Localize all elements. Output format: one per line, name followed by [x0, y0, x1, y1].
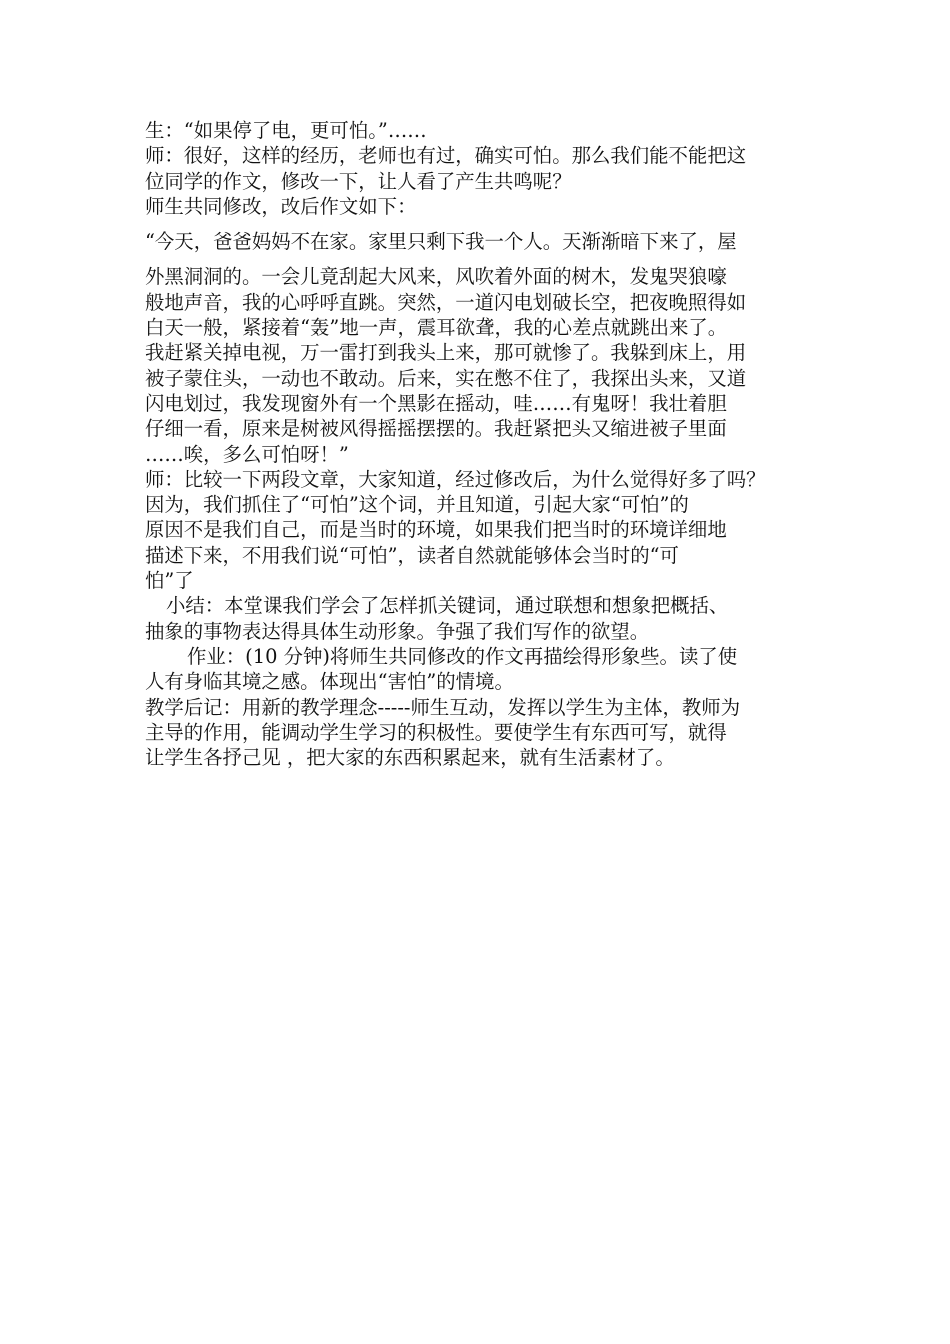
text-line: 位同学的作文，修改一下，让人看了产生共鸣呢？	[145, 169, 572, 193]
text-line: 般地声音，我的心呼呼直跳。突然，一道闪电划破长空，把夜晚照得如	[145, 290, 747, 314]
text-line: ……唉，多么可怕呀！”	[145, 442, 349, 466]
document-body	[145, 118, 825, 770]
text-line: 外黑洞洞的。一会儿竟刮起大风来，风吹着外面的树木，发鬼哭狼嚎	[145, 265, 727, 289]
text-line: 闪电划过，我发现窗外有一个黑影在摇动，哇……有鬼呀！我壮着胆	[145, 391, 727, 415]
homework-line: 人有身临其境之感。体现出“害怕”的情境。	[145, 670, 514, 694]
text-line: 仔细一看，原来是树被风得摇摇摆摆的。我赶紧把头又缩进被子里面	[145, 417, 727, 441]
text-line: 白天一般，紧接着“轰”地一声，震耳欲聋，我的心差点就跳出来了。	[145, 316, 728, 340]
text-line: 师：比较一下两段文章，大家知道，经过修改后，为什么觉得好多了吗？	[145, 467, 766, 491]
text-line: 我赶紧关掉电视，万一雷打到我头上来，那可就惨了。我躲到床上，用	[145, 341, 747, 365]
summary-line: 抽象的事物表达得具体生动形象。争强了我们写作的欲望。	[145, 619, 650, 643]
text-line: 因为，我们抓住了“可怕”这个词，并且知道，引起大家“可怕”的	[145, 493, 689, 517]
text-line: 被子蒙住头，一动也不敢动。后来，实在憋不住了，我探出头来，又道	[145, 366, 747, 390]
text-line: 怕”了	[145, 569, 194, 593]
homework-line: 作业：(10 分钟)将师生共同修改的作文再描绘得形象些。读了使	[187, 644, 738, 668]
text-line: 描述下来，不用我们说“可怕”，读者自然就能够体会当时的“可	[145, 543, 679, 567]
text-line: 生：“如果停了电，更可怕。”……	[145, 119, 427, 142]
reflection-line: 让学生各抒己见 ，把大家的东西积累起来，就有生活素材了。	[145, 746, 675, 770]
reflection-line: 教学后记：用新的教学理念-----师生互动，发挥以学生为主体，教师为	[145, 695, 741, 719]
text-line: 师：很好，这样的经历，老师也有过，确实可怕。那么我们能不能把这	[145, 144, 747, 168]
summary-line: 小结：本堂课我们学会了怎样抓关键词，通过联想和想象把概括、	[166, 594, 729, 618]
text-line: “今天，爸爸妈妈不在家。家里只剩下我一个人。天渐渐暗下来了，屋	[145, 230, 737, 254]
reflection-line: 主导的作用，能调动学生学习的积极性。要使学生有东西可写，就得	[145, 720, 727, 744]
text-line: 原因不是我们自己，而是当时的环境，如果我们把当时的环境详细地	[145, 518, 727, 542]
text-line: 师生共同修改，改后作文如下：	[145, 194, 417, 218]
